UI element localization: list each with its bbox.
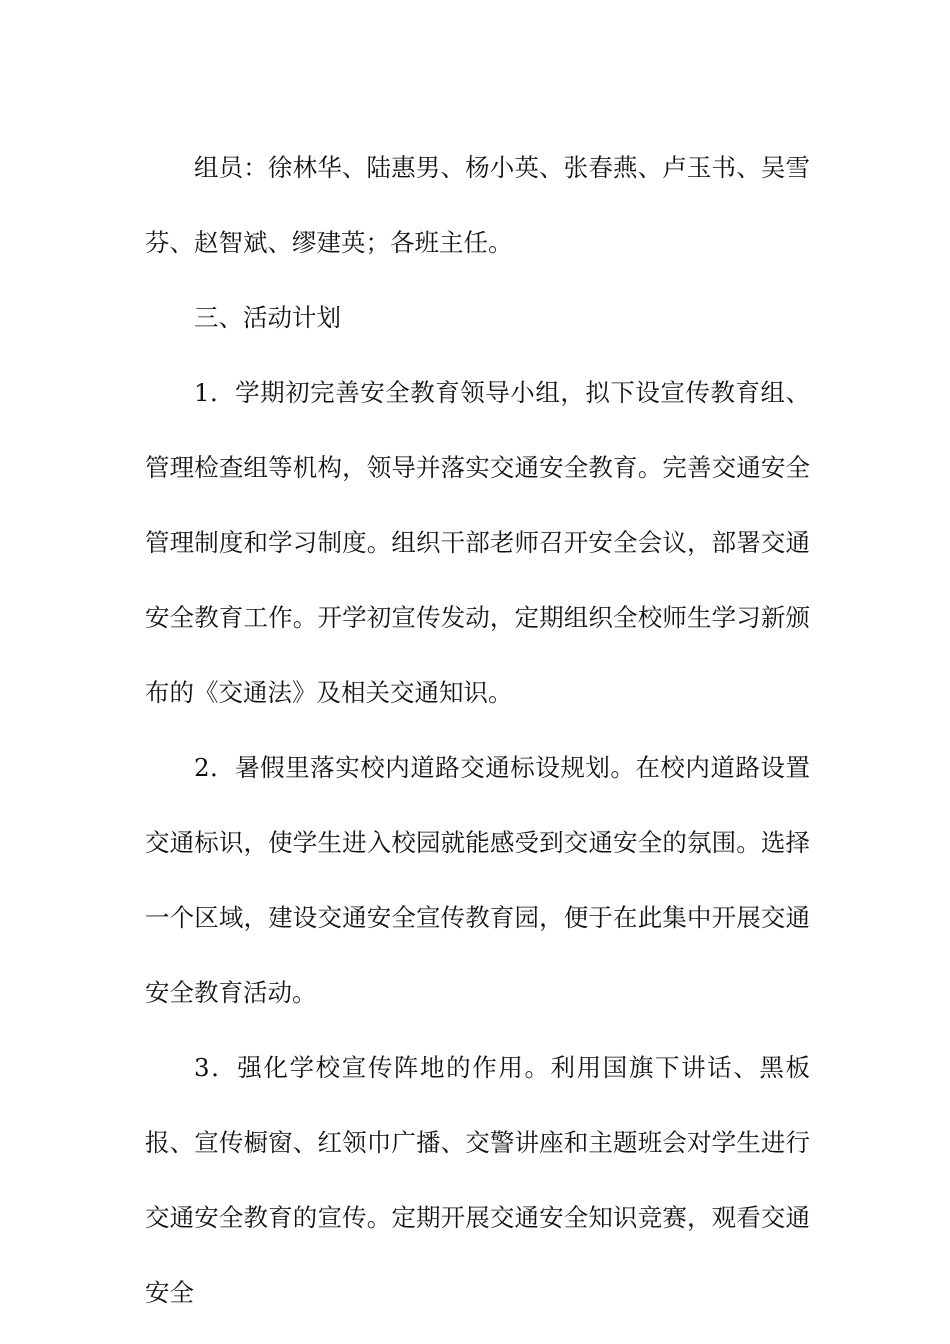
plan-item-2: 2．暑假里落实校内道路交通标设规划。在校内道路设置交通标识，使学生进入校园就能感受到交通安全的氛围。选择一个区域，建设交通安全宣传教育园，便于在此集中开展交通安全教育活动。: [145, 753, 810, 1007]
plan-item-1: 1．学期初完善安全教育领导小组，拟下设宣传教育组、管理检查组等机构，领导并落实交通安全教育。完善交通安全管理制度和学习制度。组织干部老师召开安全会议，部署交通安全教育工作。开学初宣传发动，定期组织全校师生学习新颁布的《交通法》及相关交通知识。: [145, 378, 810, 707]
plan-item-3: 3．强化学校宣传阵地的作用。利用国旗下讲话、黑板报、宣传橱窗、红领巾广播、交警讲座和主题班会对学生进行交通安全教育的宣传。定期开展交通安全知识竞赛，观看交通安全: [145, 1053, 810, 1307]
section-heading: 三、活动计划: [194, 303, 341, 332]
document-body: [145, 130, 810, 1330]
members-paragraph: 组员：徐林华、陆惠男、杨小英、张春燕、卢玉书、吴雪芬、赵智斌、缪建英；各班主任。: [145, 153, 810, 257]
